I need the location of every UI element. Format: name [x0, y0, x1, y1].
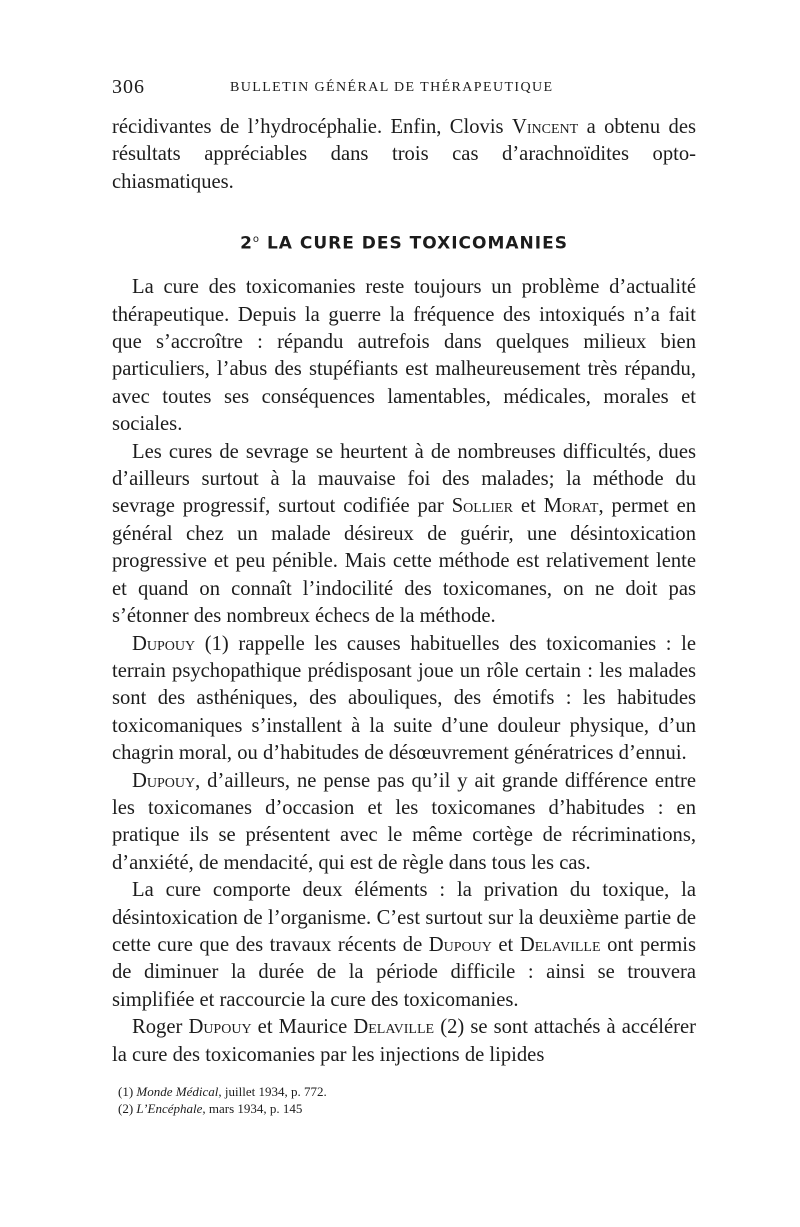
- footnote-2: (2) L’Encéphale, mars 1934, p. 145: [118, 1101, 303, 1116]
- section-heading: [112, 230, 696, 274]
- paragraph-1: La cure des toxicomanies reste toujours un problème d’actualité thérapeutique. Depuis la guerre la fréquence des intoxiqués n’a fait que s’accroître : répandu autrefois dans quelques milieux bien particuliers, l’abus des stupéfiants est malheureusement très répandu, avec toutes ses conséquences lamentables, médicales, morales et sociales.: [112, 276, 696, 436]
- footnote-1: (1) Monde Médical, juillet 1934, p. 772.: [118, 1084, 327, 1099]
- intro-paragraph: récidivantes de l’hydrocéphalie. Enfin, Clovis Vincent a obtenu des résultats appréciables dans trois cas d’arachnoïdites opto-chiasmatiques.: [112, 116, 696, 193]
- paragraph-5: La cure comporte deux éléments : la privation du toxique, la désintoxication de l’organisme. C’est surtout sur la deuxième partie de cette cure que des travaux récents de Dupouy et Delaville ont permis de diminuer la durée de la période difficile : ainsi se trouvera simplifiée et raccourcie la cure des toxicomanies.: [112, 879, 696, 1011]
- author-name: Delaville: [353, 1016, 435, 1039]
- paragraph-4: Dupouy, d’ailleurs, ne pense pas qu’il y ait grande différence entre les toxicomanes d’occasion et les toxicomanes d’habitudes : en pratique ils se présentent avec le même cortège de récriminations, d’anxiété, de mendacité, qui est de règle dans tous les cas.: [112, 769, 696, 874]
- author-name: Vincent: [511, 116, 579, 138]
- paragraph-6: Roger Dupouy et Maurice Delaville (2) se sont attachés à accélérer la cure des toxicomanies par les injections de lipides: [112, 1016, 697, 1066]
- author-name: Morat: [543, 495, 599, 518]
- author-name: Sollier: [451, 495, 513, 518]
- journal-title: Monde Médical: [136, 1084, 219, 1099]
- section-title: LA CURE DES TOXICOMANIES: [266, 233, 568, 254]
- author-name: Dupouy: [132, 769, 196, 792]
- paragraph-2: Les cures de sevrage se heurtent à de nombreuses difficultés, dues d’ailleurs surtout à la mauvaise foi des malades; la méthode du sevrage progressif, surtout codifiée par Sollier et Morat, permet en général chez un malade désireux de guérir, une désintoxication progressive et peu pénible. Mais cette méthode est relativement lente et quand on connaît l’indocilité des toxicomanes, on ne doit pas s’étonner des nombreux échecs de la méthode.: [112, 440, 697, 628]
- section-number-suffix: o: [252, 234, 261, 246]
- running-head: [112, 72, 696, 102]
- section-number: 2: [240, 233, 253, 254]
- author-name: Dupouy: [132, 632, 196, 655]
- journal-title: L’Encéphale: [136, 1101, 203, 1116]
- book-page: [112, 72, 696, 1117]
- author-name: Dupouy: [428, 933, 492, 956]
- paragraph-3: Dupouy (1) rappelle les causes habituelles des toxicomanies : le terrain psychopathique prédisposant joue un rôle certain : les malades sont des asthéniques, des abouliques, des émotifs : les habitudes toxicomaniques s’installent à la suite d’une douleur physique, d’un chagrin moral, ou d’habitudes de désœuvrement génératrices d’ennui.: [112, 632, 696, 765]
- author-name: Dupouy: [188, 1016, 252, 1039]
- page-number: 306: [112, 76, 145, 98]
- footnotes: [112, 1083, 696, 1117]
- author-name: Delaville: [519, 933, 601, 956]
- running-head-title: BULLETIN GÉNÉRAL DE THÉRAPEUTIQUE: [230, 80, 554, 95]
